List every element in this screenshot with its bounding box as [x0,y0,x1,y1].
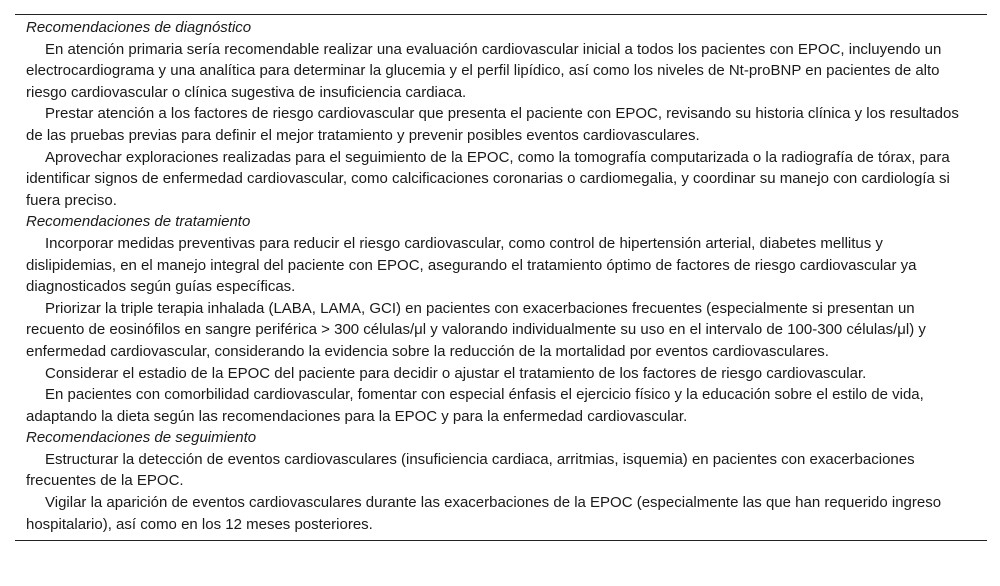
section-title-treatment: Recomendaciones de tratamiento [26,213,251,231]
section-title-follow-up: Recomendaciones de seguimiento [26,429,257,447]
follow-up-section [15,427,987,535]
section-title-diagnosis: Recomendaciones de diagnóstico [26,19,252,36]
recommendation-item: Considerar el estadio de la EPOC del paciente para decidir o ajustar el tratamiento de los factores de riesgo cardiovascular. [45,364,867,382]
recommendation-item: Vigilar la aparición de eventos cardiovasculares durante las exacerbaciones de la EPOC (especialmente las que han requerido ingreso hospitalario), así como en los 12 meses posteriores. [26,494,942,533]
recommendation-item: Prestar atención a los factores de riesgo cardiovascular que presenta el paciente con EPOC, revisando su historia clínica y los resultados de las pruebas previas para definir el mejor tratamiento y prevenir posibles eventos cardiovasculares. [26,105,959,144]
recommendation-item: Priorizar la triple terapia inhalada (LABA, LAMA, GCI) en pacientes con exacerbaciones frecuentes (especialmente si presentan un recuento de eosinófilos en sangre periférica > 300 células/μl y valorando individualmente su uso en el intervalo de 100-300 células/μl) y enfermedad cardiovascular, considerando la evidencia sobre la reducción de la mortalidad por eventos cardiovasculares. [26,299,926,360]
treatment-section [15,211,987,427]
recommendation-item: En pacientes con comorbilidad cardiovascular, fomentar con especial énfasis el ejercicio físico y la educación sobre el estilo de vida, adaptando la dieta según las recomendaciones para la EPOC y para la enfermedad cardiovascular. [26,386,924,425]
recommendation-item: Aprovechar exploraciones realizadas para el seguimiento de la EPOC, como la tomografía computarizada o la radiografía de tórax, para identificar signos de enfermedad cardiovascular, como calcificaciones coronarias o cardiomegalia, y coordinar su manejo con cardiología si fuera preciso. [26,148,950,209]
recommendation-item: Incorporar medidas preventivas para reducir el riesgo cardiovascular, como control de hipertensión arterial, diabetes mellitus y dislipidemias, en el manejo integral del paciente con EPOC, asegurando el tratamiento óptimo de factores de riesgo cardiovascular ya diagnosticados según guías específicas. [26,234,917,296]
diagnosis-section [15,17,987,211]
recommendation-item: Estructurar la detección de eventos cardiovasculares (insuficiencia cardiaca, arritmias, isquemia) en pacientes con exacerbaciones frecuentes de la EPOC. [26,450,915,490]
recommendation-item: En atención primaria sería recomendable realizar una evaluación cardiovascular inicial a todos los pacientes con EPOC, incluyendo un electrocardiograma y una analítica para determinar la glucemia y el perfil lipídico, así como los niveles de Nt-proBNP en pacientes de alto riesgo cardiovascular o clínica sugestiva de insuficiencia cardiaca. [26,40,942,101]
recommendations-table [15,14,987,541]
